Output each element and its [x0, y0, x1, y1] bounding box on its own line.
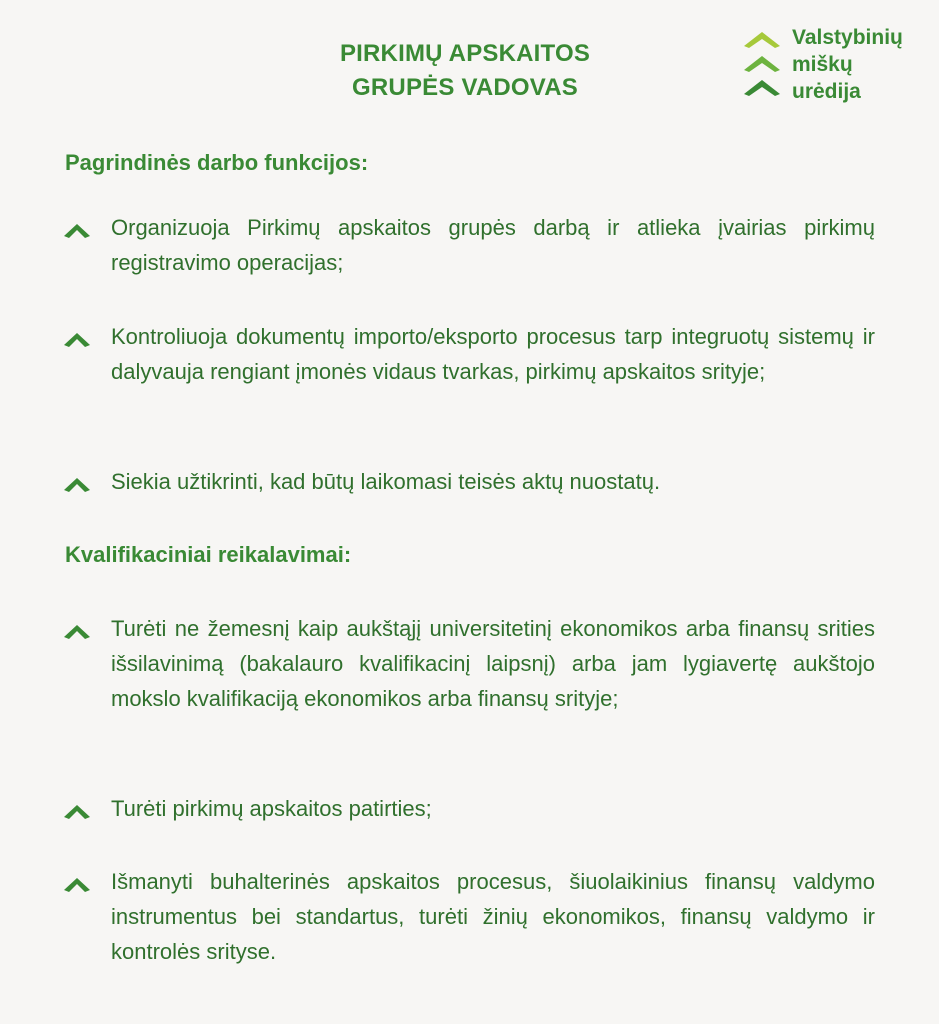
tree-chevron-icon	[63, 476, 91, 496]
title-line-2: GRUPĖS VADOVAS	[352, 74, 578, 101]
logo-line-2: miškų	[792, 53, 853, 76]
tree-chevron-icon	[63, 222, 91, 242]
list-item	[63, 210, 875, 280]
function-item-2: Kontroliuoja dokumentų importo/eksporto procesus tarp integruotų sistemų ir dalyvauja rengiant įmonės vidaus tvarkas, pirkimų apskaitos srityje;	[111, 324, 875, 384]
list-item	[63, 864, 875, 969]
tree-icon	[740, 26, 784, 106]
function-item-1: Organizuoja Pirkimų apskaitos grupės darbą ir atlieka įvairias pirkimų registravimo operacijas;	[111, 215, 875, 275]
title-line-1: PIRKIMŲ APSKAITOS	[339, 40, 591, 67]
functions-heading: Pagrindinės darbo funkcijos:	[65, 150, 369, 175]
tree-chevron-icon	[63, 331, 91, 351]
tree-chevron-icon	[63, 876, 91, 896]
page-title	[250, 37, 680, 105]
logo-line-3: urėdija	[792, 80, 861, 103]
requirement-item-2: Turėti pirkimų apskaitos patirties;	[111, 796, 432, 821]
tree-chevron-icon	[63, 803, 91, 823]
list-item	[63, 791, 875, 826]
function-item-3: Siekia užtikrinti, kad būtų laikomasi teisės aktų nuostatų.	[111, 469, 661, 494]
requirements-heading: Kvalifikaciniai reikalavimai:	[65, 542, 352, 567]
list-item	[63, 319, 875, 389]
tree-chevron-icon	[63, 623, 91, 643]
list-item	[63, 611, 875, 716]
logo-line-1: Valstybinių	[792, 26, 903, 49]
logo	[740, 24, 930, 108]
requirement-item-1: Turėti ne žemesnį kaip aukštąjį universitetinį ekonomikos arba finansų srities išsilavinimą (bakalauro kvalifikacinį laipsnį) arba jam lygiavertę aukštojo mokslo kvalifikaciją ekonomikos arba finansų srityje;	[111, 616, 875, 711]
requirement-item-3: Išmanyti buhalterinės apskaitos procesus, šiuolaikinius finansų valdymo instrumentus bei standartus, turėti žinių ekonomikos, finansų valdymo ir kontrolės srityse.	[111, 869, 875, 964]
list-item	[63, 464, 875, 499]
logo-text	[792, 24, 903, 105]
